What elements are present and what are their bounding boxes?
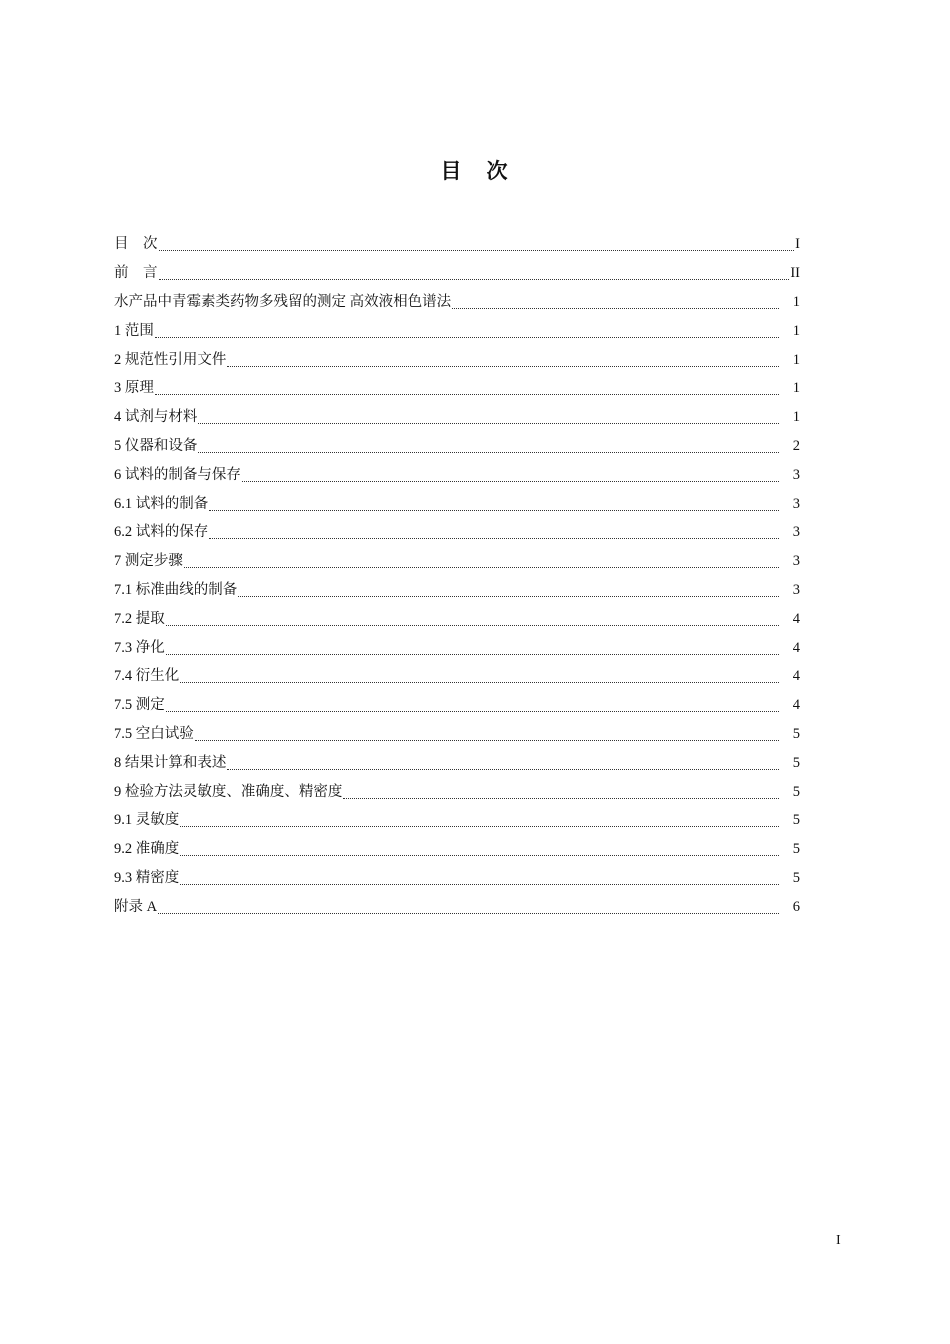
toc-entry-page: 2	[792, 437, 800, 454]
footer-page-number: I	[836, 1233, 841, 1248]
toc-entry-page: 6	[792, 898, 800, 915]
toc-leader-dots	[184, 566, 779, 568]
toc-entry-page: I	[795, 236, 800, 253]
toc-entry-label: 8 结果计算和表述	[114, 754, 227, 771]
toc-entry-label: 7 测定步骤	[114, 553, 183, 570]
toc-entry[interactable]	[114, 806, 800, 835]
toc-leader-dots	[159, 278, 790, 280]
toc-leader-dots	[158, 912, 779, 914]
toc-leader-dots	[159, 249, 795, 251]
toc-entry-label: 3 原理	[114, 380, 154, 397]
toc-entry-page: 5	[792, 841, 800, 858]
toc-leader-dots	[452, 307, 779, 309]
toc-entry[interactable]	[114, 720, 800, 749]
toc-entry-page: 5	[792, 754, 800, 771]
toc-entry-page: II	[790, 265, 800, 282]
toc-entry[interactable]	[114, 489, 800, 518]
toc-entry-label: 6 试料的制备与保存	[114, 466, 241, 483]
toc-entry[interactable]	[114, 691, 800, 720]
toc-entry-page: 5	[792, 869, 800, 886]
toc-entry[interactable]	[114, 432, 800, 461]
toc-leader-dots	[209, 537, 779, 539]
toc-leader-dots	[166, 710, 779, 712]
toc-leader-dots	[166, 624, 779, 626]
toc-entry[interactable]	[114, 777, 800, 806]
toc-entry-label: 前 言	[114, 265, 158, 282]
toc-entry-label: 7.5 空白试验	[114, 725, 194, 742]
toc-entry-page: 1	[792, 293, 800, 310]
toc-leader-dots	[198, 422, 779, 424]
toc-leader-dots	[166, 653, 779, 655]
toc-leader-dots	[155, 336, 779, 338]
toc-entry[interactable]	[114, 748, 800, 777]
toc-entry-label: 4 试剂与材料	[114, 409, 198, 426]
toc-entry[interactable]	[114, 547, 800, 576]
toc-entry-page: 5	[792, 725, 800, 742]
toc-entry[interactable]	[114, 288, 800, 317]
toc-entry-label: 附录 A	[114, 898, 158, 915]
toc-entry-label: 7.4 衍生化	[114, 668, 180, 685]
toc-entry-label: 6.2 试料的保存	[114, 524, 209, 541]
toc-leader-dots	[343, 797, 779, 799]
toc-entry[interactable]	[114, 316, 800, 345]
toc-entry-label: 7.5 测定	[114, 697, 165, 714]
toc-entry-page: 3	[792, 581, 800, 598]
toc-entry-label: 9.1 灵敏度	[114, 812, 180, 829]
toc-entry-label: 7.3 净化	[114, 639, 165, 656]
toc-entry-page: 4	[792, 610, 800, 627]
toc-entry[interactable]	[114, 374, 800, 403]
table-of-contents	[114, 230, 800, 921]
toc-entry-page: 1	[792, 409, 800, 426]
toc-entry[interactable]	[114, 892, 800, 921]
toc-entry-label: 9.2 准确度	[114, 841, 180, 858]
toc-entry-page: 4	[792, 668, 800, 685]
toc-entry-label: 1 范围	[114, 322, 154, 339]
toc-entry-page: 3	[792, 553, 800, 570]
toc-leader-dots	[180, 883, 779, 885]
toc-leader-dots	[227, 768, 779, 770]
toc-entry-page: 1	[792, 322, 800, 339]
toc-entry[interactable]	[114, 662, 800, 691]
toc-entry-label: 目 次	[114, 236, 158, 253]
toc-entry-page: 3	[792, 524, 800, 541]
toc-entry[interactable]	[114, 864, 800, 893]
toc-leader-dots	[198, 451, 779, 453]
toc-entry-label: 2 规范性引用文件	[114, 351, 227, 368]
toc-entry-page: 4	[792, 697, 800, 714]
toc-entry[interactable]	[114, 518, 800, 547]
toc-entry[interactable]	[114, 230, 800, 259]
toc-entry-label: 7.1 标准曲线的制备	[114, 581, 238, 598]
toc-entry-page: 5	[792, 783, 800, 800]
toc-entry-page: 4	[792, 639, 800, 656]
page-title: 目 次	[440, 159, 510, 183]
toc-entry-page: 3	[792, 466, 800, 483]
toc-entry-page: 5	[792, 812, 800, 829]
toc-entry-page: 1	[792, 351, 800, 368]
toc-entry-label: 7.2 提取	[114, 610, 165, 627]
toc-entry[interactable]	[114, 633, 800, 662]
toc-entry-page: 3	[792, 495, 800, 512]
toc-entry-page: 1	[792, 380, 800, 397]
toc-entry[interactable]	[114, 460, 800, 489]
toc-leader-dots	[155, 393, 779, 395]
toc-leader-dots	[195, 739, 779, 741]
toc-entry[interactable]	[114, 259, 800, 288]
toc-leader-dots	[180, 681, 779, 683]
toc-entry[interactable]	[114, 403, 800, 432]
toc-leader-dots	[180, 825, 779, 827]
toc-leader-dots	[180, 854, 779, 856]
toc-entry-label: 5 仪器和设备	[114, 437, 198, 454]
toc-leader-dots	[242, 480, 779, 482]
toc-entry[interactable]	[114, 345, 800, 374]
toc-leader-dots	[209, 509, 779, 511]
toc-entry[interactable]	[114, 604, 800, 633]
toc-entry-label: 9.3 精密度	[114, 869, 180, 886]
toc-entry-label: 水产品中青霉素类药物多残留的测定 高效液相色谱法	[114, 293, 452, 310]
toc-entry-label: 6.1 试料的制备	[114, 495, 209, 512]
toc-entry[interactable]	[114, 576, 800, 605]
toc-entry-label: 9 检验方法灵敏度、准确度、精密度	[114, 783, 343, 800]
toc-leader-dots	[238, 595, 779, 597]
toc-leader-dots	[227, 365, 779, 367]
toc-entry[interactable]	[114, 835, 800, 864]
